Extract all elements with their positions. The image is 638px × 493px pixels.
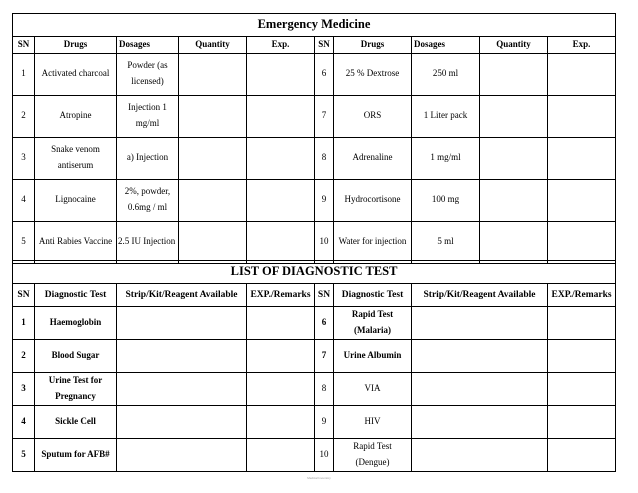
sn-cell: 1 (13, 53, 35, 95)
exp-cell (548, 95, 616, 137)
drug-cell: Snake venom antiserum (35, 137, 117, 179)
exp-cell (247, 221, 315, 263)
remarks-cell (548, 372, 616, 405)
table-row (13, 339, 616, 372)
sn-cell: 4 (13, 405, 35, 438)
sn-cell: 5 (13, 221, 35, 263)
reagent-cell (412, 339, 548, 372)
sn-cell: 10 (315, 221, 334, 263)
table-row (13, 137, 616, 179)
sn-cell: 8 (315, 137, 334, 179)
drug-cell: ORS (334, 95, 412, 137)
reagent-cell (412, 438, 548, 471)
test-cell: Urine Test for Pregnancy (35, 372, 117, 405)
header-exp: Exp. (548, 36, 616, 53)
drug-cell: Activated charcoal (35, 53, 117, 95)
quantity-cell (480, 137, 548, 179)
reagent-cell (117, 438, 247, 471)
quantity-cell (480, 179, 548, 221)
remarks-cell (548, 405, 616, 438)
table-row (13, 95, 616, 137)
exp-cell (548, 179, 616, 221)
drug-cell: Atropine (35, 95, 117, 137)
remarks-cell (247, 372, 315, 405)
header-quantity: Quantity (480, 36, 548, 53)
table-row (13, 306, 616, 339)
quantity-cell (179, 137, 247, 179)
remarks-cell (247, 306, 315, 339)
remarks-cell (548, 339, 616, 372)
sn-cell: 3 (13, 137, 35, 179)
drug-cell: Hydrocortisone (334, 179, 412, 221)
remarks-cell (247, 438, 315, 471)
table-row (13, 221, 616, 263)
sn-cell: 2 (13, 95, 35, 137)
table-row (13, 179, 616, 221)
remarks-cell (548, 438, 616, 471)
dosage-cell: 1 Liter pack (412, 95, 480, 137)
sn-cell: 7 (315, 95, 334, 137)
dosage-cell: 100 mg (412, 179, 480, 221)
drug-cell: 25 % Dextrose (334, 53, 412, 95)
header-sn: SN (315, 283, 334, 306)
sn-cell: 9 (315, 405, 334, 438)
exp-cell (548, 221, 616, 263)
quantity-cell (179, 179, 247, 221)
sn-cell: 6 (315, 53, 334, 95)
reagent-cell (412, 372, 548, 405)
dosage-cell: 5 ml (412, 221, 480, 263)
exp-cell (247, 53, 315, 95)
table-row (13, 438, 616, 471)
drug-cell: Water for injection (334, 221, 412, 263)
exp-cell (247, 95, 315, 137)
test-cell: VIA (334, 372, 412, 405)
exp-cell (548, 137, 616, 179)
quantity-cell (480, 221, 548, 263)
exp-cell (247, 137, 315, 179)
dosage-cell: a) Injection (117, 137, 179, 179)
test-cell: Sputum for AFB# (35, 438, 117, 471)
sn-cell: 8 (315, 372, 334, 405)
header-drugs: Drugs (35, 36, 117, 53)
header-sn: SN (315, 36, 334, 53)
test-cell: HIV (334, 405, 412, 438)
remarks-cell (548, 306, 616, 339)
footer-watermark: Medical Inventory (307, 476, 331, 480)
header-diagnostic-test: Diagnostic Test (35, 283, 117, 306)
header-sn: SN (13, 36, 35, 53)
table-row (13, 372, 616, 405)
test-cell: Haemoglobin (35, 306, 117, 339)
sn-cell: 5 (13, 438, 35, 471)
remarks-cell (247, 339, 315, 372)
reagent-cell (117, 306, 247, 339)
sn-cell: 6 (315, 306, 334, 339)
remarks-cell (247, 405, 315, 438)
quantity-cell (480, 95, 548, 137)
header-diagnostic-test: Diagnostic Test (334, 283, 412, 306)
header-strip-kit-reagent: Strip/Kit/Reagent Available (412, 283, 548, 306)
header-exp-remarks: EXP./Remarks (247, 283, 315, 306)
reagent-cell (412, 306, 548, 339)
quantity-cell (179, 221, 247, 263)
sn-cell: 9 (315, 179, 334, 221)
sn-cell: 1 (13, 306, 35, 339)
reagent-cell (117, 405, 247, 438)
quantity-cell (179, 95, 247, 137)
header-exp-remarks: EXP./Remarks (548, 283, 616, 306)
header-drugs: Drugs (334, 36, 412, 53)
quantity-cell (179, 53, 247, 95)
dosage-cell: Powder (as licensed) (117, 53, 179, 95)
emergency-medicine-table (12, 13, 616, 264)
test-cell: Sickle Cell (35, 405, 117, 438)
emergency-medicine-title: Emergency Medicine (13, 14, 616, 37)
drug-cell: Anti Rabies Vaccine (35, 221, 117, 263)
sn-cell: 4 (13, 179, 35, 221)
header-dosages: Dosages (117, 36, 179, 53)
sn-cell: 3 (13, 372, 35, 405)
reagent-cell (117, 339, 247, 372)
header-strip-kit-reagent: Strip/Kit/Reagent Available (117, 283, 247, 306)
header-dosages: Dosages (412, 36, 480, 53)
test-cell: Urine Albumin (334, 339, 412, 372)
dosage-cell: 1 mg/ml (412, 137, 480, 179)
drug-cell: Lignocaine (35, 179, 117, 221)
drug-cell: Adrenaline (334, 137, 412, 179)
sn-cell: 7 (315, 339, 334, 372)
exp-cell (548, 53, 616, 95)
diagnostic-test-table (12, 260, 616, 472)
exp-cell (247, 179, 315, 221)
header-exp: Exp. (247, 36, 315, 53)
dosage-cell: Injection 1 mg/ml (117, 95, 179, 137)
reagent-cell (412, 405, 548, 438)
reagent-cell (117, 372, 247, 405)
diagnostic-test-title: LIST OF DIAGNOSTIC TEST (13, 261, 616, 284)
header-quantity: Quantity (179, 36, 247, 53)
dosage-cell: 250 ml (412, 53, 480, 95)
quantity-cell (480, 53, 548, 95)
test-cell: Blood Sugar (35, 339, 117, 372)
sn-cell: 10 (315, 438, 334, 471)
table-row (13, 405, 616, 438)
dosage-cell: 2%, powder, 0.6mg / ml (117, 179, 179, 221)
test-cell: Rapid Test (Malaria) (334, 306, 412, 339)
sn-cell: 2 (13, 339, 35, 372)
header-sn: SN (13, 283, 35, 306)
test-cell: Rapid Test (Dengue) (334, 438, 412, 471)
table-row (13, 53, 616, 95)
dosage-cell: 2.5 IU Injection (117, 221, 179, 263)
